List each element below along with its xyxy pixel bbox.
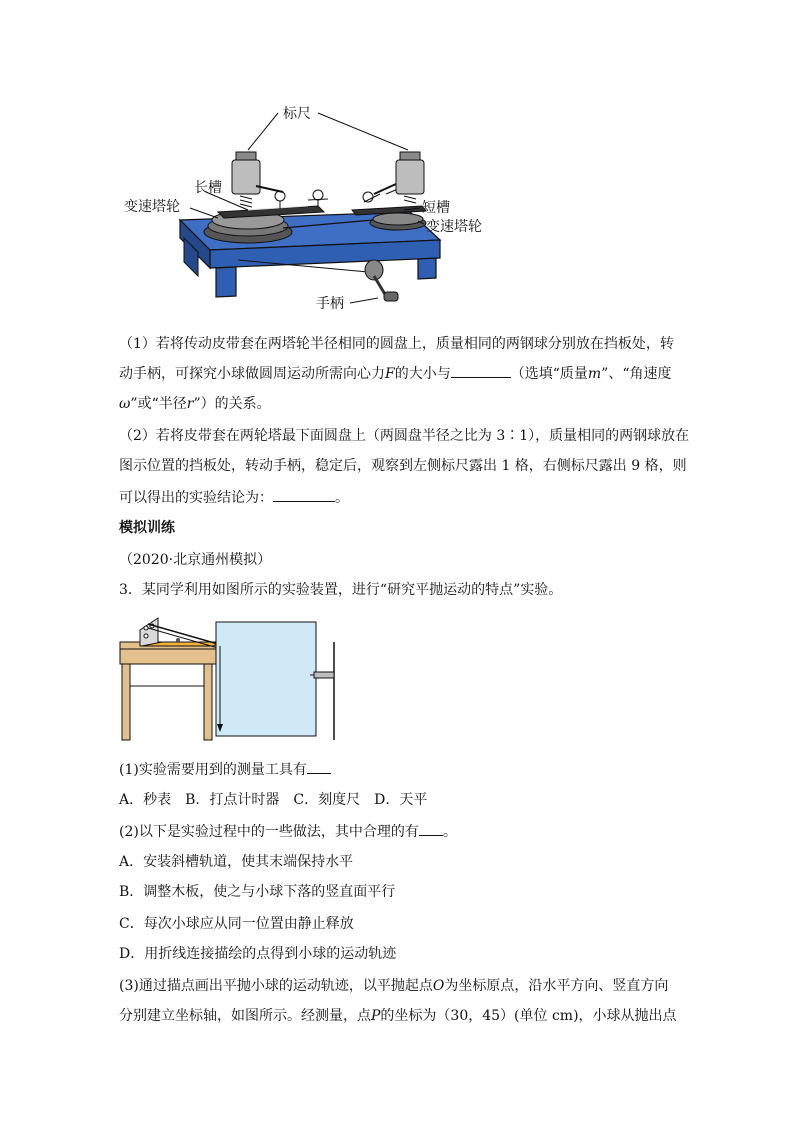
q2-line-1	[119, 426, 699, 446]
var-r: r	[186, 396, 194, 412]
p3-stem: 3．某同学利用如图所示的实验装置，进行“研究平抛运动的特点”实验。	[119, 582, 563, 598]
section-source: （2020·北京通州模拟）	[119, 552, 272, 568]
answer-blank-2	[273, 501, 335, 502]
p3-s3-text-1b: 为坐标原点，沿水平方向、竖直方向	[444, 978, 669, 994]
q2-text-3a: 可以得出的实验结论为：	[119, 490, 273, 506]
p3-option-b: B．调整木板，使之与小球下落的竖直面平行	[119, 884, 396, 900]
q1-text-2a: 动手柄，可探究小球做圆周运动所需向心力	[119, 366, 385, 382]
q1-line-2	[119, 364, 699, 384]
q2-text-1: （2）若将皮带套在两轮塔最下面圆盘上（两圆盘半径之比为 3∶1），质量相同的两钢球放在	[119, 428, 690, 444]
wooden-table	[120, 640, 220, 740]
p3-option-d: D．用折线连接描绘的点得到小球的运动轨迹	[119, 946, 397, 962]
handle	[365, 260, 398, 301]
label-ruler: 标尺	[283, 106, 311, 122]
right-ruler-column	[374, 152, 424, 203]
q1-text-2d: ”、“角速度	[601, 366, 672, 382]
q2-line-3	[119, 488, 699, 508]
q1-text-3b: ”或“半径	[130, 396, 187, 412]
p3-s1-options: A．秒表 B．打点计时器 C．刻度尺 D．天平	[119, 792, 428, 808]
p3-s1	[119, 760, 699, 780]
label-handle: 手柄	[316, 296, 344, 312]
q2-line-2	[119, 456, 699, 476]
var-m: m	[587, 366, 602, 382]
label-long-slot: 长槽	[194, 180, 222, 196]
var-omega: ω	[119, 396, 131, 412]
p3-s2-text-a: (2)以下是实验过程中的一些做法，其中合理的有	[119, 824, 419, 840]
q2-text-3b: 。	[335, 490, 349, 506]
p3-s3-text-1a: (3)通过描点画出平抛小球的运动轨迹，以平抛起点	[119, 978, 433, 994]
section-title: 模拟训练	[119, 520, 175, 536]
p3-s3-text-2b: 的坐标为（30，45）(单位 cm)，小球从抛出点	[380, 1008, 677, 1024]
projectile-setup-figure	[118, 616, 358, 742]
q2-text-2: 图示位置的挡板处，转动手柄，稳定后，观察到左侧标尺露出 1 格，右侧标尺露出 9 格，则	[119, 458, 687, 474]
answer-blank-3	[307, 773, 331, 774]
var-F: F	[385, 366, 395, 382]
label-right-pulley: 变速塔轮	[426, 219, 482, 235]
drawing-board	[216, 622, 316, 736]
p3-s3-line-1	[119, 976, 699, 996]
q1-line-1	[119, 334, 699, 354]
p3-s2-text-b: 。	[442, 824, 457, 840]
answer-blank-4	[419, 835, 443, 836]
p3-s2	[119, 822, 699, 842]
p3-option-c: C．每次小球应从同一位置由静止释放	[119, 916, 354, 932]
p3-s3-text-2a: 分别建立坐标轴，如图所示。经测量，点	[119, 1008, 371, 1024]
var-P: P	[371, 1008, 381, 1024]
slope-track	[140, 618, 218, 648]
q1-text-1: （1）若将传动皮带套在两塔轮半径相同的圆盘上，质量相同的两钢球分别放在挡板处，转	[119, 336, 674, 352]
p3-s3-line-2	[119, 1006, 699, 1026]
centripetal-apparatus-figure	[118, 100, 538, 320]
answer-blank-1	[451, 377, 511, 378]
q1-text-2c: （选填“质量	[510, 366, 588, 382]
var-O: O	[432, 978, 445, 994]
p3-s1-text: (1)实验需要用到的测量工具有	[119, 762, 307, 778]
right-tower-pulley	[370, 213, 426, 230]
q1-text-3c: ”）的关系。	[193, 396, 271, 412]
label-left-pulley: 变速塔轮	[124, 199, 180, 215]
q1-text-2b: 的大小与	[394, 366, 451, 382]
q1-line-3	[119, 394, 699, 414]
p3-option-a: A．安装斜槽轨道，使其末端保持水平	[119, 854, 354, 870]
label-short-slot: 短槽	[422, 200, 450, 216]
